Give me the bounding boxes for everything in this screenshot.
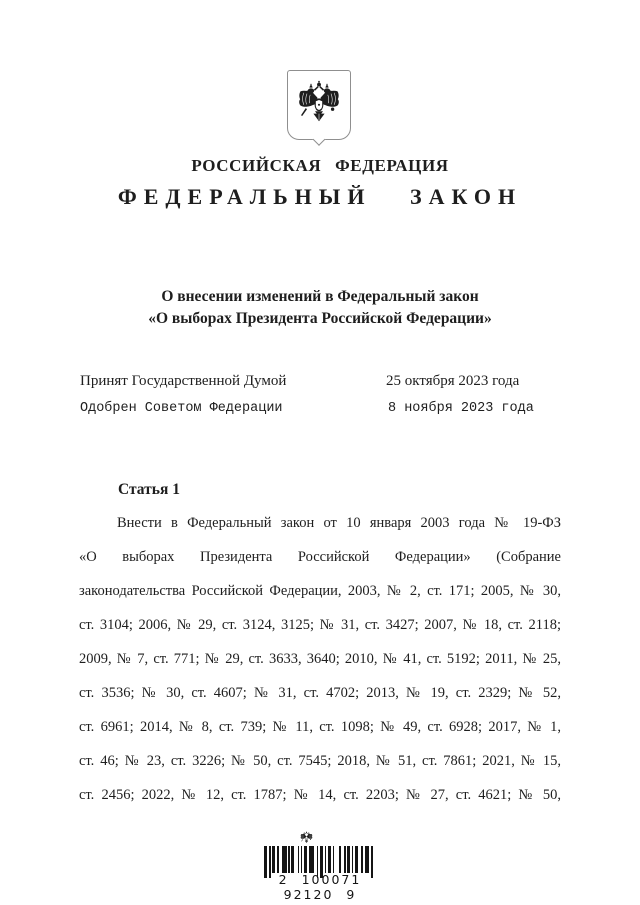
barcode-number: 2 100071 92120 9 bbox=[278, 872, 362, 902]
body-line: 2009, № 7, ст. 771; № 29, ст. 3633, 3640; 2010, № 41, ст. 5192; 2011, № 25, bbox=[79, 651, 561, 667]
council-approval-date: 8 ноября 2023 года bbox=[388, 401, 534, 416]
council-approval-row bbox=[80, 401, 562, 429]
article-1-heading: Статья 1 bbox=[118, 481, 180, 498]
council-approval-label: Одобрен Советом Федерации bbox=[80, 401, 283, 416]
document-title-line1: О внесении изменений в Федеральный закон bbox=[161, 288, 479, 305]
document-type-header: ФЕДЕРАЛЬНЫЙ ЗАКОН bbox=[117, 184, 523, 209]
body-line: «О выборах Президента Российской Федерации» (Собрание bbox=[79, 549, 561, 565]
body-line: ст. 2456; 2022, № 12, ст. 1787; № 14, ст. 2203; № 27, ст. 4621; № 50, bbox=[79, 787, 561, 803]
article-body bbox=[79, 506, 561, 812]
body-line: ст. 3104; 2006, № 29, ст. 3124, 3125; № 31, ст. 3427; 2007, № 18, ст. 2118; bbox=[79, 617, 561, 633]
adoption-block bbox=[80, 373, 562, 429]
duma-adoption-date: 25 октября 2023 года bbox=[386, 373, 520, 389]
small-eagle-icon bbox=[299, 831, 314, 845]
document-title-line2: «О выборах Президента Российской Федерации» bbox=[148, 310, 492, 327]
barcode-block bbox=[252, 831, 388, 902]
coat-of-arms-frame bbox=[287, 70, 351, 140]
duma-adoption-row bbox=[80, 373, 562, 401]
body-line: законодательства Российской Федерации, 2003, № 2, ст. 171; 2005, № 30, bbox=[79, 583, 561, 599]
body-line: ст. 3536; № 30, ст. 4607; № 31, ст. 4702; 2013, № 19, ст. 2329; № 52, bbox=[79, 685, 561, 701]
double-headed-eagle-icon bbox=[295, 76, 343, 132]
body-line: Внести в Федеральный закон от 10 января 2003 года № 19-ФЗ bbox=[117, 515, 561, 531]
body-line: ст. 6961; 2014, № 8, ст. 739; № 11, ст. 1098; № 49, ст. 6928; 2017, № 1, bbox=[79, 719, 561, 735]
country-header: РОССИЙСКАЯ ФЕДЕРАЦИЯ bbox=[191, 156, 449, 175]
duma-adoption-label: Принят Государственной Думой bbox=[80, 373, 287, 389]
body-line: ст. 46; № 23, ст. 3226; № 50, ст. 7545; 2018, № 51, ст. 7861; 2021, № 15, bbox=[79, 753, 561, 769]
document-title bbox=[70, 286, 570, 330]
